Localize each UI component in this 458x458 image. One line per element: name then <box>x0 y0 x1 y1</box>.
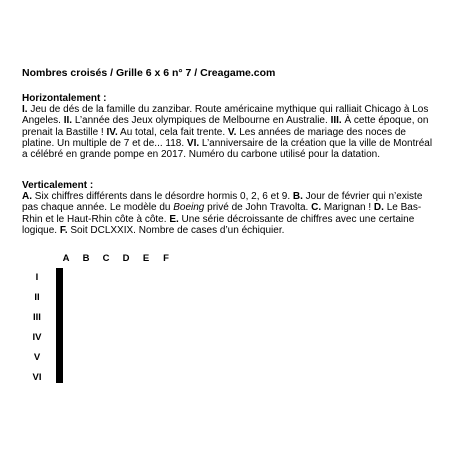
clue-text: L’année des Jeux olympiques de Melbourne en Australie. <box>72 115 331 127</box>
clue-number: E. <box>169 213 179 225</box>
clue-text: Le Bas-Rhin et le Haut-Rhin côte à côte. <box>22 202 422 225</box>
clue-number: A. <box>22 191 32 203</box>
clue-text: Une série décroissante de chiffres avec une certaine logique. <box>22 213 415 236</box>
white-cell[interactable] <box>62 345 63 364</box>
clue-number: VI. <box>186 137 200 149</box>
column-header: D <box>122 253 130 264</box>
column-header: A <box>62 253 70 264</box>
white-cell[interactable] <box>62 269 63 288</box>
clue-number: D. <box>373 202 384 214</box>
column-header: E <box>142 253 150 264</box>
clue-number: I. <box>22 104 28 116</box>
vertical-clues <box>22 191 422 236</box>
row-header: IV <box>32 332 42 343</box>
clue-number: B. <box>292 191 303 203</box>
clue-number: C. <box>311 202 322 214</box>
row-headers <box>26 268 48 388</box>
clue-text: Les années de mariage des noces de platine. Un multiple de 7 et de... 118. <box>22 126 406 149</box>
clue-text: L’anniversaire de la création que la ville de Montréal a célébré en grande pompe en 2017. Numéro du carbone utilisé pour la datation. <box>22 137 433 161</box>
grid-row <box>57 364 63 383</box>
clue-text: Jeu de dés de la famille du zanzibar. Route américaine mythique qui ralliait Chicago à Los Angeles. <box>22 104 429 127</box>
grid-row <box>57 288 63 307</box>
column-header: F <box>163 253 169 264</box>
clue-number: III. <box>330 115 342 127</box>
grid-row <box>57 307 63 326</box>
clue-text: À cette époque, on prenait la Bastille ! <box>22 115 429 138</box>
white-cell[interactable] <box>62 364 63 383</box>
row-header: II <box>34 292 40 303</box>
row-header: III <box>33 312 41 323</box>
clue-text: Marignan ! <box>321 202 374 214</box>
clue-text: Soit DCLXXIX. Nombre de cases d’un échiquier. <box>67 224 285 236</box>
grid-row <box>57 326 63 345</box>
horizontal-heading: Horizontalement : <box>22 93 107 104</box>
row-header: I <box>35 272 39 283</box>
grid-row <box>57 345 63 364</box>
column-header: C <box>102 253 110 264</box>
white-cell[interactable] <box>62 307 63 326</box>
clue-text: Au total, cela fait trente. <box>117 126 228 138</box>
column-headers <box>56 253 176 264</box>
grid-table <box>56 268 63 383</box>
vertical-section <box>22 180 438 236</box>
horizontal-clues <box>22 104 432 160</box>
horizontal-section <box>22 93 438 160</box>
clue-number: F. <box>59 224 68 236</box>
row-header: VI <box>32 372 42 383</box>
row-header: V <box>33 352 41 363</box>
grid-row <box>57 269 63 288</box>
black-cell <box>62 326 63 345</box>
clue-text: Six chiffres différents dans le désordre hormis 0, 2, 6 et 9. <box>32 191 293 203</box>
clue-number: IV. <box>106 126 118 138</box>
column-header: B <box>82 253 90 264</box>
page-title: Nombres croisés / Grille 6 x 6 n° 7 / Creagame.com <box>22 67 276 79</box>
clue-text: Jour de février qui n’existe pas chaque année. Le modèle du Boeing privé de John Travolta. <box>22 191 423 214</box>
vertical-heading: Verticalement : <box>22 180 94 191</box>
white-cell[interactable] <box>62 288 63 307</box>
clue-number: II. <box>63 115 73 127</box>
clue-number: V. <box>227 126 237 138</box>
